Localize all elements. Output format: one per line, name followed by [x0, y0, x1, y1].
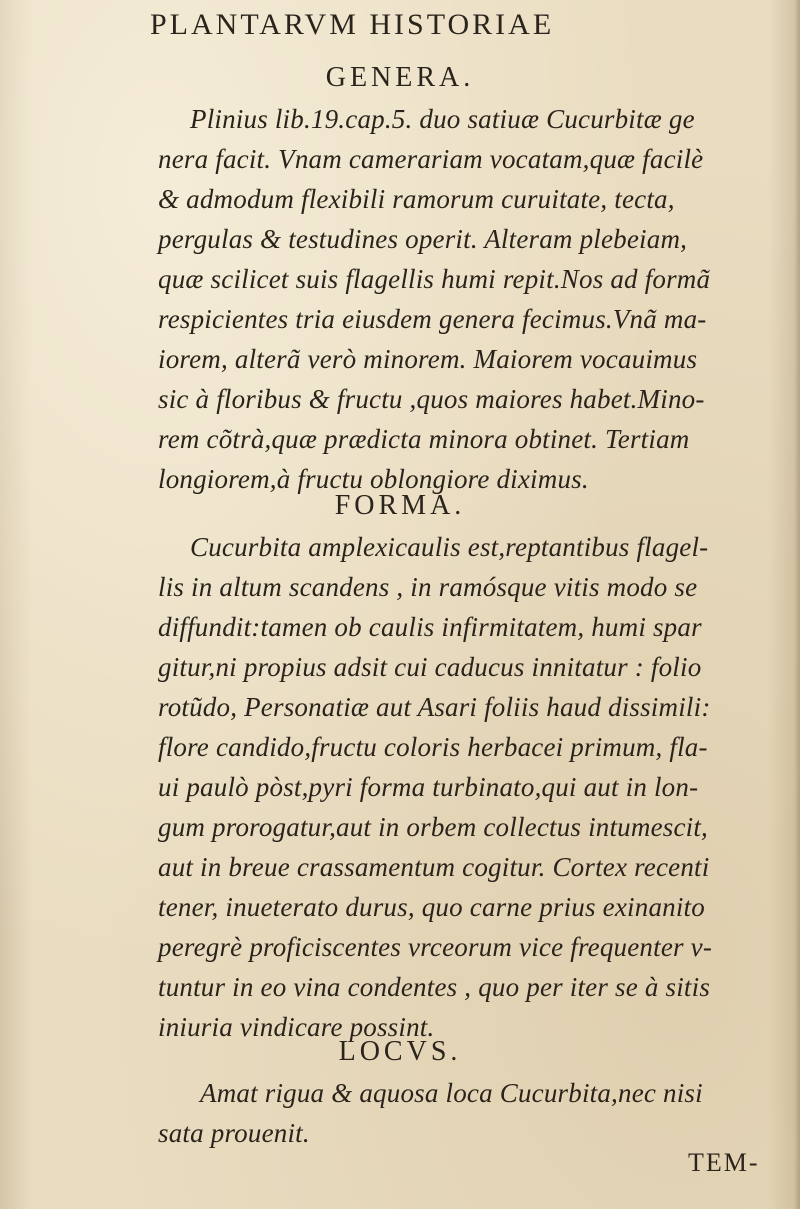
text-line: tener, inueterato durus, quo carne prius exinanito [158, 892, 705, 922]
text-line: Cucurbita amplexicaulis est,reptantibus flagel- [190, 532, 709, 562]
section-heading-forma: FORMA. [334, 490, 466, 521]
text-line: pergulas & testudines operit. Alteram plebeiam, [158, 224, 688, 254]
text-line: Amat rigua & aquosa loca Cucurbita,nec nisi [200, 1078, 703, 1108]
page-edge-shadow [794, 0, 800, 1209]
running-head: PLANTARVM HISTORIAE [150, 8, 555, 41]
text-line: rem cõtrà,quæ prædicta minora obtinet. Tertiam [158, 424, 690, 454]
text-line: Plinius lib.19.cap.5. duo satiuæ Cucurbitæ ge [190, 104, 695, 134]
text-line: lis in altum scandens , in ramósque vitis modo se [158, 572, 698, 602]
text-line: & admodum flexibili ramorum curuitate, tecta, [158, 184, 675, 214]
text-line: rotũdo, Personatiæ aut Asari foliis haud dissimili: [158, 692, 711, 722]
section-heading-locus: LOCVS. [338, 1036, 462, 1067]
text-line: flore candido,fructu coloris herbacei primum, fla- [158, 732, 708, 762]
text-line: respicientes tria eiusdem genera fecimus.Vnã ma- [158, 304, 707, 334]
text-line: diffundit:tamen ob caulis infirmitatem, humi spar [158, 612, 702, 642]
text-line: quæ scilicet suis flagellis humi repit.Nos ad formã [158, 264, 711, 294]
text-line: iniuria vindicare possint. [158, 1012, 435, 1042]
text-line: ui paulò pòst,pyri forma turbinato,qui aut in lon- [158, 772, 699, 802]
text-line: sic à floribus & fructu ,quos maiores habet.Mino- [158, 384, 705, 414]
text-line: longiorem,à fructu oblongiore diximus. [158, 464, 589, 494]
text-line: sata prouenit. [158, 1118, 310, 1148]
text-line: nera facit. Vnam camerariam vocatam,quæ facilè [158, 144, 704, 174]
text-line: gum prorogatur,aut in orbem collectus intumescit, [158, 812, 709, 842]
section-heading-genera: GENERA. [325, 62, 475, 93]
text-line: tuntur in eo vina condentes , quo per iter se à sitis [158, 972, 711, 1002]
text-line: aut in breue crassamentum cogitur. Cortex recenti [158, 852, 710, 882]
catchword: TEM- [688, 1148, 760, 1177]
text-line: peregrè proficiscentes vrceorum vice frequenter v- [158, 932, 713, 962]
text-line: iorem, alterã verò minorem. Maiorem vocauimus [158, 344, 698, 374]
text-line: gitur,ni propius adsit cui caducus innitatur : folio [158, 652, 702, 682]
